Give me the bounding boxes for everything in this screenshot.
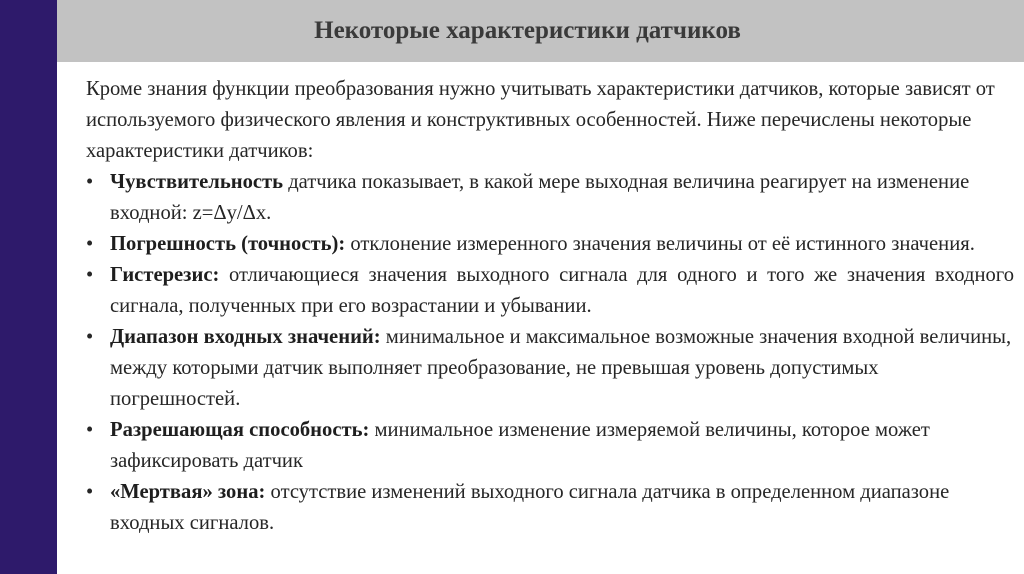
item-term: Погрешность (точность): bbox=[110, 233, 346, 255]
slide-title: Некоторые характеристики датчиков bbox=[314, 17, 741, 44]
list-item bbox=[86, 477, 1014, 539]
item-term: Чувствительность bbox=[110, 171, 284, 193]
bullet-icon: • bbox=[86, 264, 94, 286]
title-band bbox=[57, 0, 1024, 62]
bullet-icon: • bbox=[86, 171, 94, 193]
item-term: Разрешающая способность: bbox=[110, 419, 370, 441]
slide-content bbox=[86, 74, 1014, 539]
item-text: датчика показывает, в какой мере выходная величина реагирует на изменение входной: z=Δy/Δx. bbox=[110, 171, 970, 224]
list-item bbox=[86, 229, 1014, 260]
bullet-icon: • bbox=[86, 419, 94, 441]
item-text: отсутствие изменений выходного сигнала датчика в определенном диапазоне входных сигналов. bbox=[110, 481, 950, 534]
bullet-icon: • bbox=[86, 481, 94, 503]
intro-paragraph: Кроме знания функции преобразования нужно учитывать характеристики датчиков, которые зависят от используемого физического явления и конструктивных особенностей. Ниже перечислены некоторые характеристики датчиков: bbox=[86, 78, 995, 162]
list-item bbox=[86, 260, 1014, 322]
item-term: «Мертвая» зона: bbox=[110, 481, 266, 503]
item-text: минимальное и максимальное возможные значения входной величины, между которыми датчик выполняет преобразование, не превышая уровень допустимых погрешностей. bbox=[110, 326, 1012, 410]
list-item bbox=[86, 415, 1014, 477]
characteristics-list bbox=[86, 167, 1014, 539]
item-text: отличающиеся значения выходного сигнала для одного и того же значения входного сигнала, полученных при его возрастании и убывании. bbox=[110, 264, 1014, 317]
item-text: отклонение измеренного значения величины от её истинного значения. bbox=[345, 233, 975, 255]
list-item bbox=[86, 167, 1014, 229]
side-accent-bar bbox=[0, 0, 57, 574]
list-item bbox=[86, 322, 1014, 415]
item-term: Диапазон входных значений: bbox=[110, 326, 381, 348]
bullet-icon: • bbox=[86, 233, 94, 255]
item-term: Гистерезис: bbox=[110, 264, 220, 286]
bullet-icon: • bbox=[86, 326, 94, 348]
item-text: минимальное изменение измеряемой величины, которое может зафиксировать датчик bbox=[110, 419, 930, 472]
